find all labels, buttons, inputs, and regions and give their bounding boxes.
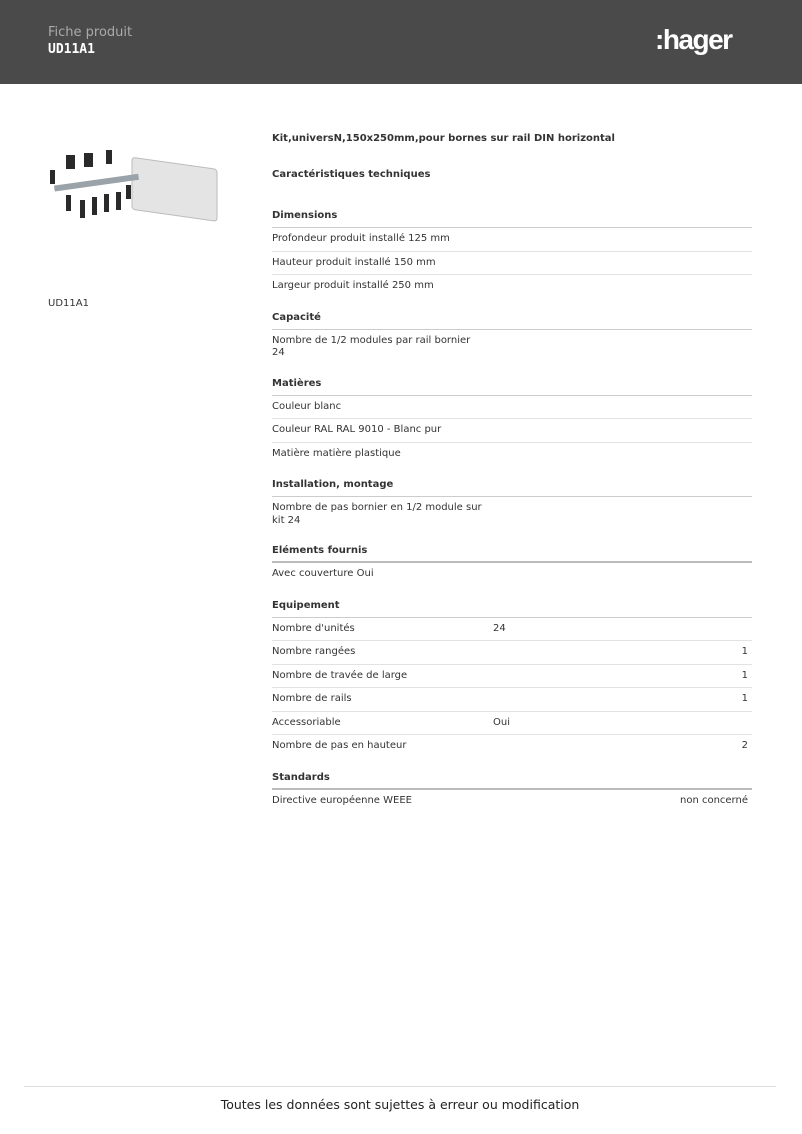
page-header: [0, 0, 802, 84]
section-heading: Capacité: [272, 306, 752, 330]
spec-label: Couleur blanc: [272, 400, 342, 412]
section-heading: Matières: [272, 372, 752, 396]
spec-row: [272, 330, 752, 365]
spec-sections: [272, 204, 752, 813]
spec-row: [272, 712, 752, 736]
spec-label: Profondeur produit installé 125 mm: [272, 233, 450, 244]
spec-label: Nombre d'unités: [272, 622, 355, 634]
spec-value: non concerné: [679, 794, 748, 806]
section-heading: Eléments fournis: [272, 539, 752, 563]
tech-heading: Caractéristiques techniques: [272, 169, 431, 180]
spec-label: Couleur RAL RAL 9010 - Blanc pur: [272, 424, 442, 435]
spec-value: 1: [741, 646, 748, 657]
section-heading: Standards: [272, 766, 752, 790]
section-heading: Installation, montage: [272, 473, 752, 497]
spec-value: Oui: [493, 716, 510, 728]
spec-label: Nombre de pas bornier en 1/2 module sur kit 24: [272, 502, 482, 526]
product-title: Kit,universN,150x250mm,pour bornes sur rail DIN horizontal: [272, 133, 615, 144]
spec-value: 1: [741, 693, 748, 704]
spec-label: Avec couverture Oui: [272, 568, 374, 579]
spec-section: [272, 594, 752, 759]
spec-row: [272, 618, 752, 642]
spec-value: 1: [741, 669, 748, 681]
spec-label: Nombre de rails: [272, 693, 352, 704]
footer-disclaimer: Toutes les données sont sujettes à erreur ou modification: [24, 1086, 776, 1112]
spec-row: [272, 641, 752, 665]
product-image: [44, 140, 224, 230]
doc-type-label: Fiche produit: [48, 25, 133, 40]
hager-logo: :hager: [655, 24, 732, 55]
spec-row: [272, 497, 752, 532]
spec-row: [272, 735, 752, 759]
spec-label: Nombre de travée de large: [272, 669, 408, 681]
spec-label: Directive européenne WEEE: [272, 794, 412, 806]
spec-section: [272, 204, 752, 299]
spec-value: 24: [493, 622, 506, 634]
spec-row: [272, 790, 752, 814]
section-heading: Dimensions: [272, 204, 752, 228]
spec-label: Hauteur produit installé 150 mm: [272, 256, 436, 268]
spec-section: [272, 306, 752, 365]
product-code: UD11A1: [48, 298, 89, 309]
section-heading: Equipement: [272, 594, 752, 618]
spec-label: Nombre de pas en hauteur: [272, 740, 407, 751]
spec-row: [272, 563, 752, 587]
spec-section: [272, 766, 752, 814]
spec-label: Matière matière plastique: [272, 447, 401, 459]
product-details: [272, 133, 752, 826]
spec-section: [272, 473, 752, 532]
spec-label: Largeur produit installé 250 mm: [272, 280, 434, 291]
spec-row: [272, 688, 752, 712]
spec-label: Accessoriable: [272, 716, 341, 728]
spec-label: Nombre de 1/2 modules par rail bornier 24: [272, 334, 471, 358]
product-code-title: UD11A1: [48, 42, 95, 57]
spec-label: Nombre rangées: [272, 646, 356, 657]
spec-row: [272, 275, 752, 299]
spec-value: 2: [741, 740, 748, 751]
spec-row: [272, 419, 752, 443]
spec-row: [272, 396, 752, 420]
spec-row: [272, 665, 752, 689]
spec-row: [272, 443, 752, 467]
spec-section: [272, 539, 752, 587]
spec-row: [272, 252, 752, 276]
spec-section: [272, 372, 752, 467]
spec-row: [272, 228, 752, 252]
